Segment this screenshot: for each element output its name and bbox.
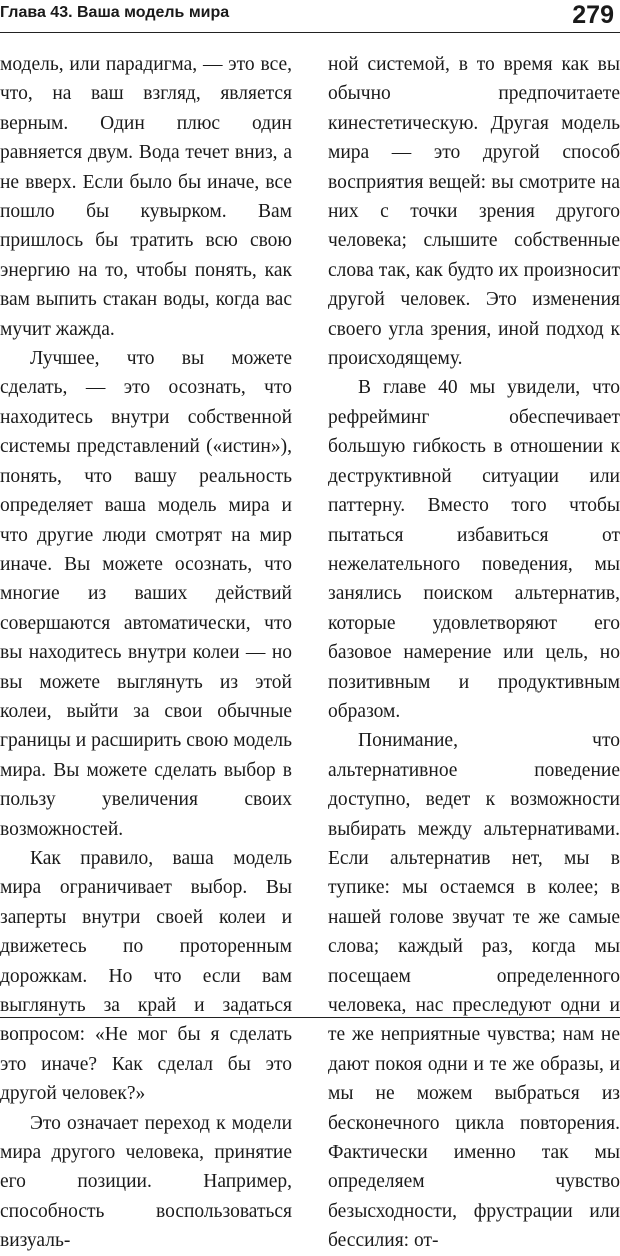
left-text-column — [0, 50, 292, 1256]
paragraph: Лучшее, что вы можете сделать, — это осознать, что находитесь внутри собственной системы представлений («истин»), понять, что вашу реальность определяет ваша модель мира и что другие люди смотрят на мир иначе. Вы можете осознать, что многие из ваших действий совершаются автоматически, что вы находитесь внутри колеи — но вы можете выглянуть из этой колеи, выйти за свои обычные границы и расширить свою модель мира. Вы можете сделать выбор в пользу увеличения своих возможностей. — [0, 348, 292, 840]
paragraph: модель, или парадигма, — это все, что, на ваш взгляд, является верным. Один плюс один равняется двум. Вода течет вниз, а не вверх. Если было бы иначе, все пошло бы кувырком. Вам пришлось бы тратить всю свою энергию на то, чтобы понять, как вам выпить стакан воды, когда вас мучит жажда. — [0, 54, 292, 340]
paragraph: Как правило, ваша модель мира ограничивает выбор. Вы заперты внутри своей колеи и движетесь по проторенным дорожкам. Но что если вам выглянуть за край и задаться вопросом: «Не мог бы я сделать это иначе? Как сделал бы это другой человек?» — [0, 847, 292, 1105]
paragraph: Понимание, что альтернативное поведение доступно, ведет к возможности выбирать между альтернативами. Если альтернатив нет, мы в тупике: мы остаемся в колее; в нашей голове звучат те же самые слова; каждый раз, когда мы посещаем определенного человека, нас преследуют одни и те же неприятные чувства; нам не дают покоя одни и те же образы, и мы не можем выбраться из бесконечного цикла повторения. Фактически именно так мы определяем чувство безысходности, фрустрации или бессилия: от- — [328, 730, 620, 1252]
page-number: 279 — [572, 1, 614, 29]
right-text-column — [328, 50, 620, 1256]
footer-divider — [0, 1017, 620, 1018]
page-header — [0, 0, 620, 50]
chapter-title: Глава 43. Ваша модель мира — [0, 4, 230, 21]
header-divider — [0, 32, 620, 33]
paragraph: ной системой, в то время как вы обычно предпочитаете кинестетическую. Другая модель мира — это другой способ восприятия вещей: вы смотрите на них с точки зрения другого человека; слышите собственные слова так, как будто их произносит другой человек. Это изменения своего угла зрения, иной подход к происходящему. — [328, 54, 620, 370]
paragraph: Это означает переход к модели мира другого человека, принятие его позиции. Например, способность воспользоваться визуаль- — [0, 1112, 292, 1252]
paragraph: В главе 40 мы увидели, что рефрейминг обеспечивает большую гибкость в отношении к деструктивной ситуации или паттерну. Вместо того чтобы пытаться избавиться от нежелательного поведения, мы занялись поиском альтернатив, которые удовлетворяют его базовое намерение или цель, но позитивным и продуктивным образом. — [328, 377, 620, 722]
